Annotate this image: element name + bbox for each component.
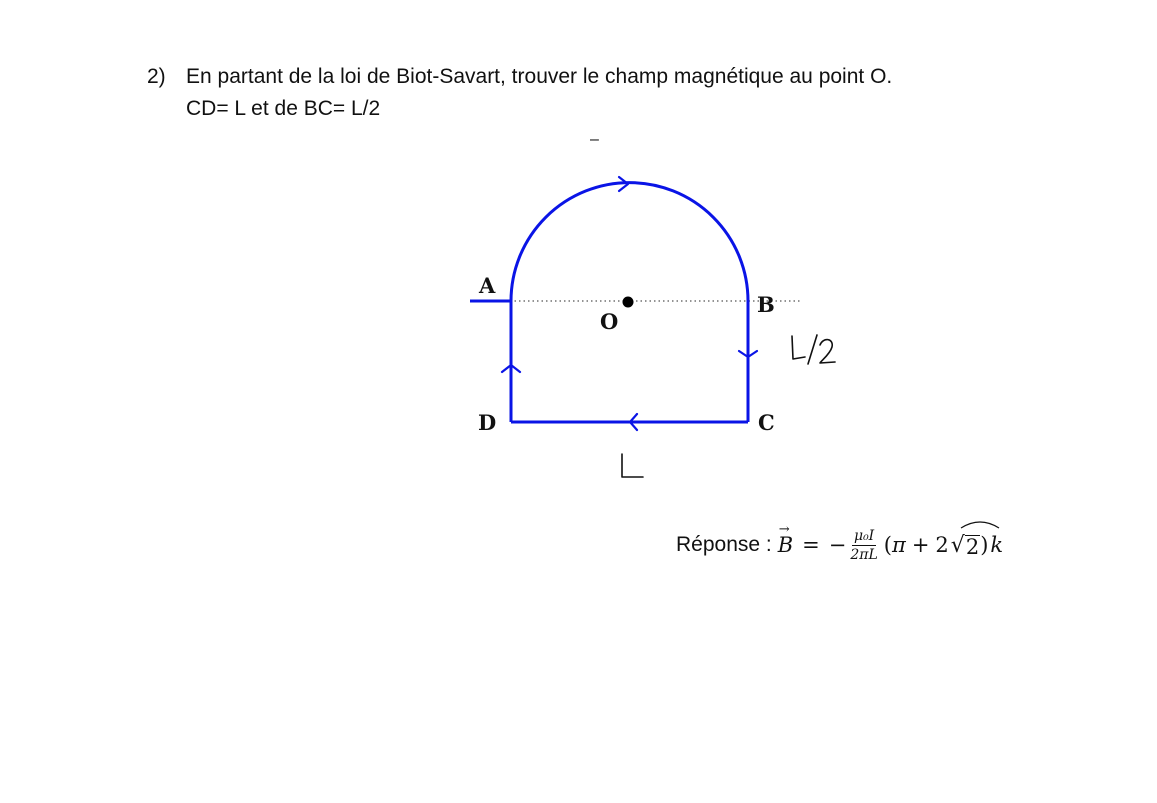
vector-b bbox=[777, 522, 794, 557]
fraction-numerator: μ₀I bbox=[853, 527, 875, 544]
label-c: C bbox=[758, 410, 775, 435]
vector-b-letter: B bbox=[777, 533, 794, 557]
wire-semicircle-ab bbox=[511, 183, 748, 301]
sqrt-coefficient: 2 bbox=[935, 533, 949, 557]
equals-sign: = bbox=[802, 533, 820, 557]
problem-text-line-2: CD= L et de BC= L/2 bbox=[186, 97, 381, 120]
unit-vector-letter: k bbox=[990, 533, 1004, 557]
label-o: O bbox=[600, 309, 619, 334]
handwritten-cd-length bbox=[622, 454, 643, 477]
answer-math bbox=[772, 522, 1004, 563]
answer-formula bbox=[676, 520, 1003, 570]
minus-sign: − bbox=[828, 533, 847, 557]
pi-symbol: π bbox=[892, 533, 906, 557]
radicand: 2 bbox=[965, 534, 980, 559]
fraction-denominator: 2πL bbox=[850, 546, 878, 563]
label-b: B bbox=[757, 292, 775, 317]
close-paren: ) bbox=[980, 533, 989, 557]
problem-number: 2) bbox=[147, 65, 166, 88]
handwritten-bc-length bbox=[792, 335, 835, 364]
fraction bbox=[848, 528, 879, 563]
label-d: D bbox=[478, 410, 497, 435]
hat-arc-icon bbox=[960, 519, 1000, 529]
open-paren: ( bbox=[883, 533, 892, 557]
plus-sign: + bbox=[911, 533, 930, 557]
stray-mark: – bbox=[590, 131, 599, 148]
label-a: A bbox=[479, 273, 496, 298]
unit-vector-k bbox=[990, 533, 1003, 557]
point-o-dot bbox=[623, 297, 634, 308]
problem-text-line-1: En partant de la loi de Biot-Savart, trouver le champ magnétique au point O. bbox=[186, 65, 893, 88]
vector-arrow-icon: → bbox=[778, 522, 790, 537]
radical-icon: √ bbox=[950, 532, 965, 558]
answer-prefix: Réponse : bbox=[676, 533, 772, 556]
square-root bbox=[949, 533, 980, 558]
